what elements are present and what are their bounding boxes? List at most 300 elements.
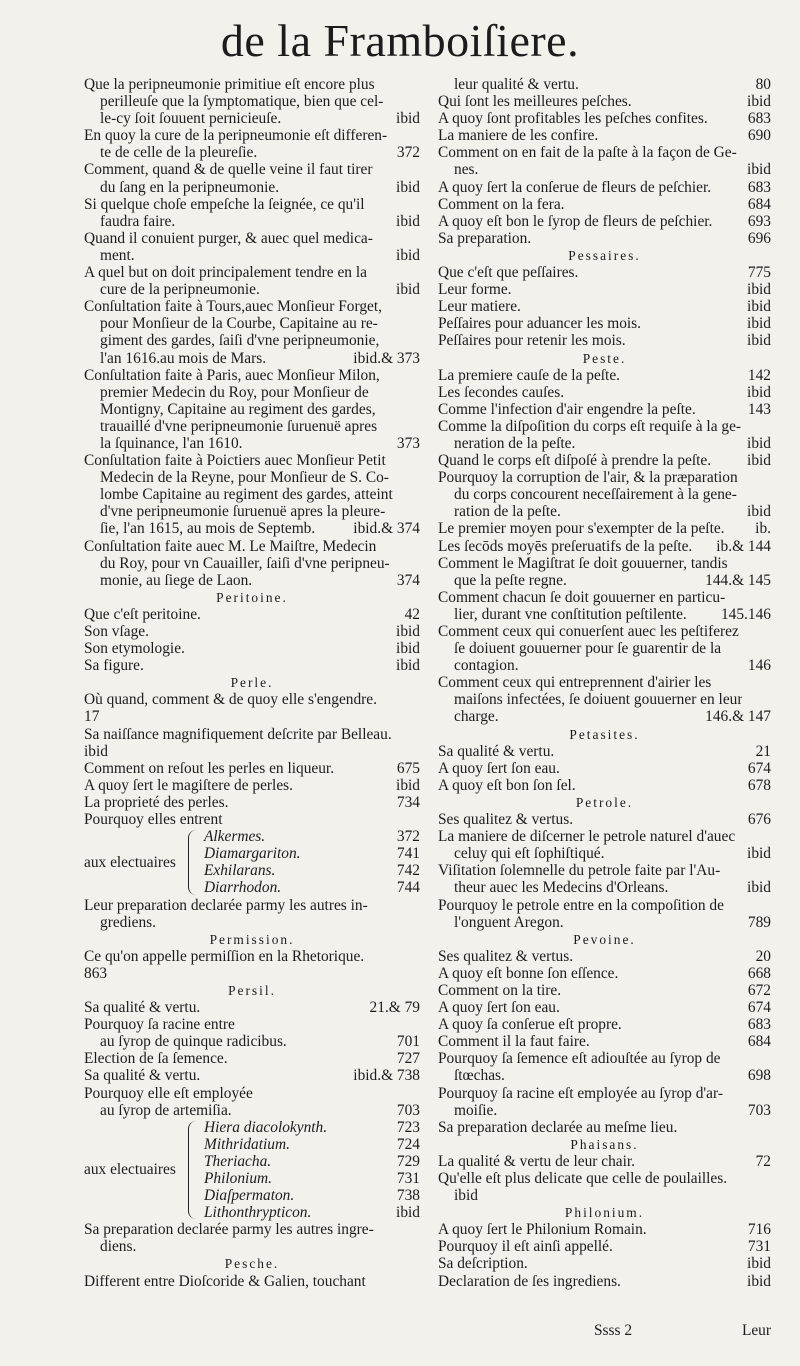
page-ref: ibid (747, 161, 771, 179)
index-entry (438, 760, 771, 777)
entry-text: ment. (100, 246, 135, 264)
entry-continuation (84, 503, 420, 520)
entry-continuation (84, 1033, 420, 1050)
index-entry (438, 1255, 771, 1272)
index-entry (438, 1238, 771, 1255)
page-ref: 703 (747, 1101, 771, 1119)
page-ref: ib.& 144 (716, 537, 771, 555)
section-heading: Pesche. (224, 1256, 280, 1272)
entry-continuation (438, 914, 771, 931)
page-ref: ibid (396, 212, 420, 230)
index-entry (84, 1016, 420, 1033)
index-entry (438, 144, 771, 161)
index-entry (438, 982, 771, 999)
index-entry (438, 367, 771, 384)
entry-text: Comment le Magiſtrat ſe doit gouuerner, tandis (438, 554, 728, 572)
index-entry (84, 999, 420, 1016)
entry-text: Ce qu'on appelle permiſſion en la Rhetorique. (84, 947, 365, 965)
page-ref: 716 (747, 1221, 771, 1239)
page-ref: ibid (396, 246, 420, 264)
brace-item-text: Diaſpermaton. (204, 1187, 295, 1205)
index-entry (438, 623, 771, 640)
entry-text: Où quand, comment & de quoy elle s'engendre. (84, 691, 377, 709)
entry-text: contagion. (454, 657, 519, 675)
entry-continuation (84, 110, 420, 127)
entry-text: Comment on reſout les perles en liqueur. (84, 759, 335, 777)
page-ref: ibid (747, 434, 771, 452)
section-heading: Petrole. (575, 794, 634, 810)
page-ref: 21 (755, 742, 771, 760)
entry-continuation (84, 914, 420, 931)
page-ref: 144.& 145 (705, 571, 771, 589)
entry-text: ſtœchas. (454, 1067, 505, 1085)
entry-text: Ses qualitez & vertus. (438, 811, 574, 829)
entry-text: Conſultation faite à Poictiers auec Monſieur Petit (84, 452, 386, 470)
page-ref: ibid (747, 1272, 771, 1290)
entry-text: Peſſaires pour retenir les mois. (438, 332, 626, 350)
index-entry (438, 777, 771, 794)
entry-text: du Roy, pour vn Cauailler, ſaiſi d'vne peripneu- (100, 554, 390, 572)
index-column-right (438, 76, 771, 1290)
entry-text: ibid (454, 1187, 478, 1205)
index-entry (438, 264, 771, 281)
index-column-left (84, 76, 420, 1290)
entry-text: Sa preparation declarée au meſme lieu. (438, 1118, 678, 1136)
entry-text: l'an 1616.au mois de Mars. (100, 349, 267, 367)
entry-text: A quoy eſt bonne ſon eſſence. (438, 964, 619, 982)
entry-text: La maniere de diſcerner le petrole naturel d'auec (438, 828, 736, 846)
entry-continuation (84, 281, 420, 298)
entry-text: faudra faire. (100, 212, 176, 230)
page-ref: ibid (396, 178, 420, 196)
index-entry (84, 230, 420, 247)
entry-continuation (84, 93, 420, 110)
index-entry (84, 777, 420, 794)
page-ref: 741 (396, 845, 420, 863)
index-entry (84, 127, 420, 144)
index-entry (438, 538, 771, 555)
entry-text: Pourquoy ſa racine eſt employée au ſyrop d'ar- (438, 1084, 723, 1102)
entry-text: Peſſaires pour aduancer les mois. (438, 315, 642, 333)
index-entry (438, 674, 771, 691)
page-ref: 698 (747, 1067, 771, 1085)
page-ref: 701 (396, 1033, 420, 1051)
page-ref: 374 (396, 571, 420, 589)
entry-text: A quoy ſert ſon eau. (438, 759, 560, 777)
page-ref: 372 (396, 144, 420, 162)
page-ref: ibid (396, 640, 420, 658)
page-ref: 684 (747, 1033, 771, 1051)
entry-continuation (438, 161, 771, 178)
entry-continuation (84, 469, 420, 486)
entry-text: Pourquoy elle eſt employée (84, 1084, 253, 1102)
index-entry (84, 76, 420, 93)
entry-text: 17 (84, 708, 100, 726)
index-entry (438, 1273, 771, 1290)
entry-continuation (438, 1187, 771, 1204)
page-ref: 676 (747, 811, 771, 829)
brace-item-text: Exhilarans. (204, 862, 276, 880)
brace-group (84, 1119, 420, 1222)
page-ref: ibid (747, 315, 771, 333)
entry-text: Son vſage. (84, 623, 149, 640)
brace-item-text: Theriacha. (204, 1152, 272, 1170)
entry-text: le-cy ſoit ſouuent pernicieuſe. (100, 110, 282, 128)
entry-continuation (84, 384, 420, 401)
brace-item-text: Diarrhodon. (204, 879, 282, 897)
page-ref: 684 (747, 195, 771, 213)
entry-text: Le premier moyen pour s'exempter de la peſte. (438, 520, 725, 538)
index-entry (438, 1085, 771, 1102)
page-ref: 42 (404, 605, 420, 623)
section-heading: Peritoine. (216, 589, 288, 605)
entry-text: nes. (454, 161, 479, 179)
index-entry (84, 623, 420, 640)
entry-text: Conſultation faite auec M. Le Maiſtre, Medecin (84, 537, 377, 555)
index-entry (438, 93, 771, 110)
page-ref: 675 (396, 759, 420, 777)
entry-text: au ſyrop de quinque radicibus. (100, 1033, 287, 1051)
entry-text: Sa qualité & vertu. (84, 999, 201, 1017)
entry-text: Leur matiere. (438, 298, 521, 316)
section-heading: Petasites. (569, 726, 640, 742)
entry-continuation (438, 640, 771, 657)
page-ref: ibid.& 373 (353, 349, 420, 367)
entry-text: Pourquoy ſa racine entre (84, 1016, 235, 1034)
entry-text: premier Medecin du Roy, pour Monſieur de (100, 383, 369, 401)
entry-continuation (438, 572, 771, 589)
index-entry (438, 1221, 771, 1238)
index-entry (84, 538, 420, 555)
index-entry (84, 640, 420, 657)
entry-text: Que c'eſt peritoine. (84, 605, 201, 623)
brace-item-text: Lithonthrypticon. (204, 1204, 312, 1222)
page-ref: 742 (396, 862, 420, 880)
index-entry (84, 264, 420, 281)
index-entry (84, 196, 420, 213)
index-entry (438, 965, 771, 982)
brace-item-text: Mithridatium. (204, 1135, 290, 1153)
index-entry (84, 367, 420, 384)
brace-item-text: Diamargariton. (204, 845, 301, 863)
entry-text: trauaillé d'vne peripneumonie ſuruenuë apres (100, 417, 378, 435)
entry-text: du corps concourent neceſſairement à la gene- (454, 486, 737, 504)
entry-text: Comment ceux qui entreprennent d'airier les (438, 674, 712, 692)
entry-text: maiſons infectées, ſe doiuent gouuerner en leur (454, 691, 743, 709)
entry-continuation (84, 1102, 420, 1119)
page-ref: 674 (747, 759, 771, 777)
index-entry (84, 691, 420, 708)
index-entry (438, 384, 771, 401)
index-entry (438, 589, 771, 606)
entry-text: A quoy eſt bon ſon ſel. (438, 776, 576, 794)
page-ref: 731 (396, 1170, 420, 1187)
entry-continuation (438, 657, 771, 674)
entry-text: charge. (454, 708, 499, 726)
index-entry (438, 418, 771, 435)
entry-text: Medecin de la Reyne, pour Monſieur de S. Co- (100, 469, 389, 487)
entry-text: lier, durant vne conſtitution peſtilente. (454, 605, 687, 623)
brace-group (84, 828, 420, 896)
signature-mark: Ssss 2 (594, 1322, 633, 1339)
brace-item (84, 1187, 420, 1204)
page-ref: 683 (747, 1016, 771, 1034)
entry-text: du ſang en la peripneumonie. (100, 178, 280, 196)
section-heading: Philonium. (564, 1205, 645, 1221)
brace-mark (188, 830, 201, 894)
index-entry (438, 469, 771, 486)
index-entry (438, 213, 771, 230)
index-entry (438, 520, 771, 537)
entry-continuation (438, 691, 771, 708)
index-entry (438, 555, 771, 572)
page-ref: 724 (396, 1135, 420, 1153)
entry-text: A quoy ſert la conſerue de fleurs de peſchier. (438, 178, 712, 196)
entry-text: d'vne peripneumonie ſuruenuë apres la pleure- (100, 503, 386, 521)
entry-continuation (84, 572, 420, 589)
entry-text: La proprieté des perles. (84, 793, 229, 811)
brace-item (84, 1204, 420, 1221)
page-ref: 734 (396, 793, 420, 811)
page-ref: 72 (755, 1152, 771, 1170)
entry-text: Comment il la faut faire. (438, 1033, 590, 1051)
entry-text: ration de la peſte. (454, 503, 561, 521)
entry-text: Quand il conuient purger, & auec quel medica- (84, 229, 373, 247)
page-ref: 731 (747, 1238, 771, 1256)
index-entry (438, 196, 771, 213)
page-ref: ibid (396, 281, 420, 299)
entry-text: Pourquoy ſa ſemence eſt adiouſtée au ſyrop de (438, 1050, 721, 1068)
entry-continuation (84, 144, 420, 161)
index-entry (438, 999, 771, 1016)
entry-continuation (84, 213, 420, 230)
index-entry (438, 281, 771, 298)
index-entry (84, 760, 420, 777)
entry-text: lombe Capitaine au regiment des gardes, atteint (100, 486, 393, 504)
page-ref: ibid (747, 93, 771, 111)
brace-item-text: Hiera diacolokynth. (204, 1118, 328, 1136)
entry-text: ſe doiuent gouuerner pour ſe guarentir de la (454, 640, 722, 658)
page-ref: 723 (396, 1118, 420, 1136)
entry-continuation (84, 247, 420, 264)
index-entry (84, 726, 420, 743)
entry-text: ibid (84, 742, 108, 760)
index-entry (438, 230, 771, 247)
page-ref: 80 (755, 76, 771, 93)
entry-text: Leur preparation declarée parmy les autres in- (84, 896, 368, 914)
entry-text: Sa figure. (84, 657, 144, 675)
entry-text: Declaration de ſes ingrediens. (438, 1272, 621, 1290)
entry-text: A quoy ſert le Philonium Romain. (438, 1221, 647, 1239)
index-entry (438, 743, 771, 760)
section-heading: Phaisans. (570, 1136, 639, 1152)
page-ref: ibid (747, 879, 771, 897)
section-heading: Pessaires. (568, 247, 641, 263)
page-ref: 372 (396, 828, 420, 846)
index-entry (438, 332, 771, 349)
page-ref: 146.& 147 (705, 708, 771, 726)
index-entry (438, 1016, 771, 1033)
entry-text: giment des gardes, ſaiſi d'vne peripneumonie, (100, 332, 380, 350)
page-ref: ibid (747, 503, 771, 521)
brace-item (84, 879, 420, 896)
index-entry (438, 828, 771, 845)
brace-item (84, 1119, 420, 1136)
brace-item-text: Philonium. (204, 1170, 272, 1187)
page-ref: 668 (747, 964, 771, 982)
index-entry (438, 179, 771, 196)
index-entry (438, 315, 771, 332)
entry-text: A quoy ſert ſon eau. (438, 999, 560, 1017)
page-ref: 674 (747, 999, 771, 1017)
page-ref: 775 (747, 264, 771, 282)
page-ref: ibid (396, 1204, 420, 1222)
entry-text: Les ſecondes cauſes. (438, 383, 565, 401)
index-entry (84, 657, 420, 674)
page-ref: 146 (747, 657, 771, 675)
section-heading: Permission. (209, 931, 295, 947)
entry-text: Sa qualité & vertu. (438, 742, 555, 760)
entry-text: Comment on la tire. (438, 981, 562, 999)
entry-text: Leur forme. (438, 281, 512, 299)
section-heading: Pevoine. (573, 931, 636, 947)
entry-text: Pourquoy elles entrent (84, 811, 223, 829)
entry-text: Montigny, Capitaine au regiment des gardes, (100, 400, 376, 418)
entry-text: Conſultation faite à Tours,auec Monſieur Forget, (84, 298, 382, 316)
index-entry (84, 161, 420, 178)
page-ref: 21.& 79 (369, 999, 420, 1017)
entry-text: Viſitation ſolemnelle du petrole faite par l'Au- (438, 862, 721, 880)
entry-continuation (84, 418, 420, 435)
entry-text: Pourquoy il eſt ainſi appellé. (438, 1238, 613, 1256)
entry-text: Si quelque choſe empeſche la ſeignée, ce qu'il (84, 195, 365, 213)
entry-text: La qualité & vertu de leur chair. (438, 1152, 636, 1170)
entry-continuation (438, 435, 771, 452)
index-entry (84, 897, 420, 914)
page-ref: 744 (396, 879, 420, 897)
entry-continuation (438, 503, 771, 520)
page-ref: ibid (747, 452, 771, 470)
page-ref: ibid (396, 776, 420, 794)
page-ref: 373 (396, 434, 420, 452)
entry-text: A quoy ſert le magiſtere de perles. (84, 776, 293, 794)
entry-text: A quel but on doit principalement tendre en la (84, 264, 367, 282)
entry-continuation (84, 520, 420, 537)
page-ref: 143 (747, 400, 771, 418)
index-entry (438, 1119, 771, 1136)
page-ref: 729 (396, 1152, 420, 1170)
entry-continuation (84, 1238, 420, 1255)
page-ref: ibid.& 738 (353, 1067, 420, 1085)
entry-text: La premiere cauſe de la peſte. (438, 366, 621, 384)
index-entry (438, 298, 771, 315)
entry-text: La maniere de les confire. (438, 127, 599, 145)
page-ref: ibid (747, 281, 771, 299)
entry-text: au ſyrop de artemiſia. (100, 1101, 232, 1119)
page-ref: 738 (396, 1187, 420, 1205)
brace-mark (188, 1121, 201, 1220)
index-entry (438, 1170, 771, 1187)
entry-text: la ſquinance, l'an 1610. (100, 434, 243, 452)
entry-text: theur auec les Medecins d'Orleans. (454, 879, 669, 897)
entry-continuation (84, 435, 420, 452)
entry-text: A quoy ſa conſerue eſt propre. (438, 1016, 622, 1034)
index-entry (84, 743, 420, 760)
index-entry (438, 401, 771, 418)
entry-continuation (84, 350, 420, 367)
index-entry (438, 897, 771, 914)
brace-item (84, 828, 420, 845)
page-ref: 20 (755, 947, 771, 965)
entry-continuation (84, 315, 420, 332)
page-ref: 145.146 (720, 605, 771, 623)
index-entry (84, 1085, 420, 1102)
entry-continuation (438, 708, 771, 725)
running-head: de la Framboiſiere. (220, 15, 580, 66)
page-ref: ibid (747, 332, 771, 350)
index-entry (84, 298, 420, 315)
index-entry (438, 1153, 771, 1170)
entry-text: Les ſecōds moyēs preſeruatifs de la peſte. (438, 537, 693, 555)
entry-text: Quand le corps eſt diſpoſé à prendre la peſte. (438, 452, 712, 470)
catchword: Leur (741, 1322, 771, 1339)
page-ref: ibid (747, 383, 771, 401)
index-entry (84, 1273, 420, 1290)
entry-text: grediens. (100, 913, 156, 931)
entry-text: Sa qualité & vertu. (84, 1067, 201, 1085)
entry-text: moiſie. (454, 1101, 498, 1119)
entry-text: A quoy ſont profitables les peſches confites. (438, 110, 708, 128)
index-entry (438, 127, 771, 144)
entry-text: Sa deſcription. (438, 1255, 528, 1273)
index-entry (84, 452, 420, 469)
entry-text: Qui ſont les meilleures peſches. (438, 93, 632, 111)
entry-text: Que c'eſt que peſſaires. (438, 264, 579, 282)
entry-continuation (84, 332, 420, 349)
entry-text: Son etymologie. (84, 640, 185, 658)
entry-text: cure de la peripneumonie. (100, 281, 260, 299)
index-entry (438, 1050, 771, 1067)
index-entry (84, 948, 420, 965)
entry-text: perilleuſe que la ſymptomatique, bien que cel- (100, 93, 384, 111)
index-entry (84, 1050, 420, 1067)
page-ref: 142 (747, 366, 771, 384)
brace-label: aux electuaires (84, 1161, 176, 1179)
entry-text: Conſultation faite à Paris, auec Monſieur Milon, (84, 366, 380, 384)
index-entry (84, 794, 420, 811)
section-heading: Perle. (230, 675, 274, 691)
entry-continuation (438, 845, 771, 862)
entry-text: Comme l'infection d'air engendre la peſte. (438, 400, 696, 418)
entry-text: neration de la peſte. (454, 434, 576, 452)
section-heading: Peste. (582, 350, 627, 366)
index-entry (84, 965, 420, 982)
entry-continuation (438, 76, 771, 93)
brace-item (84, 1136, 420, 1153)
entry-text: Pourquoy le petrole entre en la compoſition de (438, 896, 724, 914)
entry-continuation (438, 1067, 771, 1084)
entry-continuation (84, 486, 420, 503)
page-ref: 683 (747, 178, 771, 196)
entry-text: Comme la diſpoſition du corps eſt requiſe à la ge- (438, 417, 742, 435)
index-entry (438, 1033, 771, 1050)
page-ref: ibid (396, 110, 420, 128)
entry-text: diens. (100, 1238, 137, 1256)
entry-text: Election de ſa ſemence. (84, 1050, 228, 1068)
brace-label: aux electuaires (84, 853, 176, 871)
entry-text: ſie, l'an 1615, au mois de Septemb. (100, 520, 316, 538)
entry-text: Comment, quand & de quelle veine il faut tirer (84, 161, 373, 179)
